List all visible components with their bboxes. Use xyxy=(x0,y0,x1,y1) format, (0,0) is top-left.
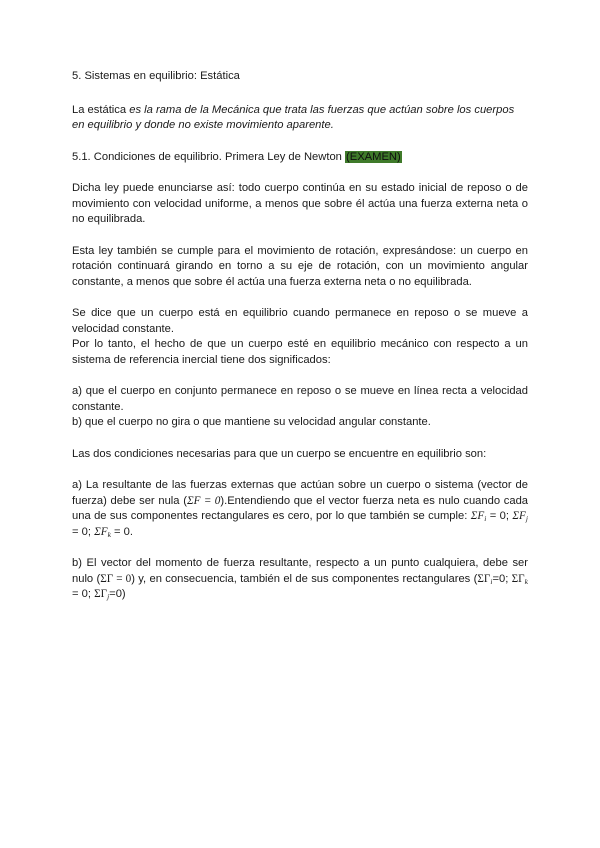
torque-i-equation: =0; xyxy=(492,572,509,585)
definition-lead: La estática xyxy=(72,103,127,116)
condition-a-text-2: ).Entendiendo que el vector fuerza neta es nulo cuando cada una de sus componentes rectangulares es cero, por lo que también se cumple: xyxy=(72,494,529,522)
net-torque-formula: ΣΓ = 0 xyxy=(100,572,132,585)
force-j-equation: = 0; xyxy=(72,525,95,538)
force-k-subscript: k xyxy=(107,529,111,539)
condition-b-text-1: b) El vector del momento de fuerza resultante, respecto a un punto cualquiera, debe ser nulo ( xyxy=(72,557,528,585)
condition-b-text-2: ) y, en consecuencia, también el de sus componentes rectangulares ( xyxy=(131,572,478,585)
law-paragraph: Dicha ley puede enunciarse así: todo cuerpo continúa en su estado inicial de reposo o de movimiento con velocidad uniforme, a menos que sobre él actúa una fuerza externa neta o no equilibrada. xyxy=(72,182,528,225)
definition-paragraph xyxy=(72,103,528,134)
subsection-heading xyxy=(72,150,528,166)
torque-k-symbol: ΣΓ xyxy=(511,572,525,585)
force-j-subscript: j xyxy=(525,514,528,523)
inertial-paragraph: Por lo tanto, el hecho de que un cuerpo esté en equilibrio mecánico con respecto a un sistema de referencia inercial tiene dos significados: xyxy=(72,338,528,366)
meaning-a: a) que el cuerpo en conjunto permanece en reposo o se mueve en línea recta a velocidad constante. xyxy=(72,385,528,413)
equilibrium-paragraph: Se dice que un cuerpo está en equilibrio cuando permanece en reposo o se mueve a velocidad constante. xyxy=(72,307,528,335)
exam-tag: (EXAMEN) xyxy=(346,150,401,163)
force-j-symbol: ΣF xyxy=(512,510,526,522)
definition-text: es la rama de la Mecánica que trata las fuerzas que actúan sobre los cuerpos en equilibrio y donde no existe movimiento aparente. xyxy=(72,103,515,131)
torque-i-subscript: i xyxy=(490,576,493,586)
force-k-equation: = 0. xyxy=(110,525,134,538)
condition-a-text-1: a) La resultante de las fuerzas externas que actúan sobre un cuerpo o sistema (vector de fuerza) debe ser nula ( xyxy=(72,479,528,507)
force-i-symbol: ΣF xyxy=(470,510,485,522)
torque-i-symbol: ΣΓ xyxy=(477,572,491,585)
conditions-intro: Las dos condiciones necesarias para que un cuerpo se encuentre en equilibrio son: xyxy=(72,447,487,460)
force-i-equation: = 0; xyxy=(486,510,513,522)
rotation-paragraph: Esta ley también se cumple para el movimiento de rotación, expresándose: un cuerpo en rotación continuará girando en torno a su eje de rotación, con un movimiento angular constante, a menos que sobre él actúa una fuerza externa neta o no equilibrada. xyxy=(72,244,528,288)
condition-b-paragraph xyxy=(72,556,528,603)
section-title: 5. Sistemas en equilibrio: Estática xyxy=(72,70,240,82)
force-i-subscript: i xyxy=(484,514,487,523)
torque-j-subscript: j xyxy=(107,592,110,601)
torque-k-subscript: k xyxy=(524,576,528,586)
subsection-title: 5.1. Condiciones de equilibrio. Primera Ley de Newton xyxy=(72,150,342,163)
torque-k-equation: = 0; xyxy=(72,588,95,600)
force-k-symbol: ΣF xyxy=(94,525,108,538)
torque-j-equation: =0) xyxy=(109,588,126,600)
condition-a-paragraph xyxy=(72,478,528,540)
net-force-formula: ΣF = 0 xyxy=(186,494,221,507)
meaning-b: b) que el cuerpo no gira o que mantiene su velocidad angular constante. xyxy=(72,416,431,428)
torque-j-symbol: ΣΓ xyxy=(94,588,108,600)
